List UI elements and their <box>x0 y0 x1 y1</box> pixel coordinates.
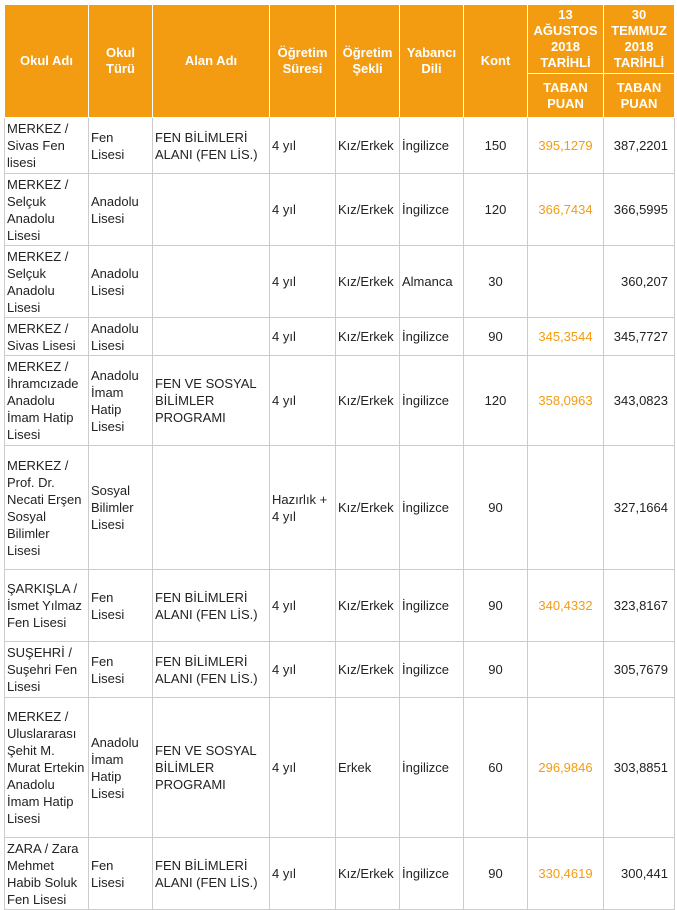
cell-kont: 120 <box>464 356 528 446</box>
cell-ogretim-suresi: 4 yıl <box>270 356 336 446</box>
header-aug-date: 13 AĞUSTOS 2018 TARİHLİ <box>528 5 604 74</box>
cell-yabanci-dili: İngilizce <box>400 838 464 910</box>
cell-alan-adi <box>153 174 270 246</box>
cell-jul-taban-puan: 303,8851 <box>604 698 675 838</box>
header-alan-adi: Alan Adı <box>153 5 270 118</box>
header-jul-taban: TABAN PUAN <box>604 74 675 118</box>
cell-aug-taban-puan <box>528 246 604 318</box>
cell-yabanci-dili: İngilizce <box>400 570 464 642</box>
table-row <box>5 174 675 246</box>
cell-ogretim-suresi: 4 yıl <box>270 838 336 910</box>
cell-kont: 90 <box>464 570 528 642</box>
cell-yabanci-dili: İngilizce <box>400 174 464 246</box>
cell-alan-adi <box>153 446 270 570</box>
cell-alan-adi: FEN BİLİMLERİ ALANI (FEN LİS.) <box>153 570 270 642</box>
cell-jul-taban-puan: 323,8167 <box>604 570 675 642</box>
cell-ogretim-sekli: Kız/Erkek <box>336 318 400 356</box>
cell-okul-adi: MERKEZ / Uluslararası Şehit M. Murat Ertekin Anadolu İmam Hatip Lisesi <box>5 698 89 838</box>
cell-kont: 120 <box>464 174 528 246</box>
cell-okul-turu: Sosyal Bilimler Lisesi <box>89 446 153 570</box>
cell-alan-adi <box>153 318 270 356</box>
table-row <box>5 246 675 318</box>
cell-kont: 90 <box>464 318 528 356</box>
school-scores-table <box>4 4 675 910</box>
cell-ogretim-suresi: 4 yıl <box>270 174 336 246</box>
header-aug-taban: TABAN PUAN <box>528 74 604 118</box>
header-yabanci-dili: Yabancı Dili <box>400 5 464 118</box>
cell-ogretim-sekli: Kız/Erkek <box>336 570 400 642</box>
cell-ogretim-suresi: 4 yıl <box>270 246 336 318</box>
cell-yabanci-dili: İngilizce <box>400 446 464 570</box>
cell-ogretim-sekli: Kız/Erkek <box>336 174 400 246</box>
cell-yabanci-dili: İngilizce <box>400 118 464 174</box>
table-row <box>5 446 675 570</box>
cell-kont: 30 <box>464 246 528 318</box>
cell-jul-taban-puan: 366,5995 <box>604 174 675 246</box>
cell-okul-turu: Anadolu Lisesi <box>89 318 153 356</box>
cell-ogretim-sekli: Kız/Erkek <box>336 246 400 318</box>
table-row <box>5 698 675 838</box>
cell-okul-turu: Fen Lisesi <box>89 570 153 642</box>
cell-okul-turu: Anadolu İmam Hatip Lisesi <box>89 698 153 838</box>
cell-jul-taban-puan: 345,7727 <box>604 318 675 356</box>
cell-okul-turu: Fen Lisesi <box>89 838 153 910</box>
cell-aug-taban-puan: 358,0963 <box>528 356 604 446</box>
cell-ogretim-sekli: Erkek <box>336 698 400 838</box>
cell-ogretim-suresi: 4 yıl <box>270 318 336 356</box>
cell-kont: 90 <box>464 446 528 570</box>
cell-ogretim-sekli: Kız/Erkek <box>336 642 400 698</box>
cell-yabanci-dili: İngilizce <box>400 356 464 446</box>
table-row <box>5 642 675 698</box>
cell-jul-taban-puan: 305,7679 <box>604 642 675 698</box>
cell-aug-taban-puan <box>528 642 604 698</box>
cell-yabanci-dili: Almanca <box>400 246 464 318</box>
cell-okul-adi: MERKEZ / Prof. Dr. Necati Erşen Sosyal Bilimler Lisesi <box>5 446 89 570</box>
cell-okul-turu: Fen Lisesi <box>89 642 153 698</box>
table-row <box>5 570 675 642</box>
header-okul-adi: Okul Adı <box>5 5 89 118</box>
cell-jul-taban-puan: 343,0823 <box>604 356 675 446</box>
cell-jul-taban-puan: 327,1664 <box>604 446 675 570</box>
header-ogretim-suresi: Öğretim Süresi <box>270 5 336 118</box>
cell-okul-turu: Fen Lisesi <box>89 118 153 174</box>
cell-aug-taban-puan <box>528 446 604 570</box>
cell-okul-adi: MERKEZ / Selçuk Anadolu Lisesi <box>5 246 89 318</box>
cell-alan-adi: FEN BİLİMLERİ ALANI (FEN LİS.) <box>153 838 270 910</box>
header-jul-date: 30 TEMMUZ 2018 TARİHLİ <box>604 5 675 74</box>
cell-okul-turu: Anadolu Lisesi <box>89 174 153 246</box>
cell-jul-taban-puan: 360,207 <box>604 246 675 318</box>
table-row <box>5 838 675 910</box>
cell-alan-adi: FEN VE SOSYAL BİLİMLER PROGRAMI <box>153 356 270 446</box>
table-row <box>5 118 675 174</box>
cell-alan-adi: FEN BİLİMLERİ ALANI (FEN LİS.) <box>153 118 270 174</box>
cell-aug-taban-puan: 330,4619 <box>528 838 604 910</box>
cell-okul-turu: Anadolu İmam Hatip Lisesi <box>89 356 153 446</box>
cell-ogretim-sekli: Kız/Erkek <box>336 356 400 446</box>
cell-jul-taban-puan: 300,441 <box>604 838 675 910</box>
cell-ogretim-suresi: 4 yıl <box>270 118 336 174</box>
cell-aug-taban-puan: 296,9846 <box>528 698 604 838</box>
cell-aug-taban-puan: 345,3544 <box>528 318 604 356</box>
cell-alan-adi: FEN VE SOSYAL BİLİMLER PROGRAMI <box>153 698 270 838</box>
cell-ogretim-suresi: 4 yıl <box>270 570 336 642</box>
cell-okul-adi: ZARA / Zara Mehmet Habib Soluk Fen Lisesi <box>5 838 89 910</box>
table-body <box>5 118 675 910</box>
table-row <box>5 318 675 356</box>
cell-yabanci-dili: İngilizce <box>400 318 464 356</box>
cell-okul-turu: Anadolu Lisesi <box>89 246 153 318</box>
cell-yabanci-dili: İngilizce <box>400 642 464 698</box>
cell-yabanci-dili: İngilizce <box>400 698 464 838</box>
cell-ogretim-sekli: Kız/Erkek <box>336 446 400 570</box>
header-okul-turu: Okul Türü <box>89 5 153 118</box>
cell-kont: 90 <box>464 642 528 698</box>
cell-aug-taban-puan: 340,4332 <box>528 570 604 642</box>
cell-jul-taban-puan: 387,2201 <box>604 118 675 174</box>
cell-okul-adi: MERKEZ / Sivas Fen lisesi <box>5 118 89 174</box>
cell-kont: 90 <box>464 838 528 910</box>
table-row <box>5 356 675 446</box>
table-header <box>5 5 675 118</box>
cell-ogretim-suresi: 4 yıl <box>270 698 336 838</box>
cell-okul-adi: MERKEZ / İhramcızade Anadolu İmam Hatip Lisesi <box>5 356 89 446</box>
cell-kont: 60 <box>464 698 528 838</box>
cell-kont: 150 <box>464 118 528 174</box>
header-kont: Kont <box>464 5 528 118</box>
cell-okul-adi: SUŞEHRİ / Suşehri Fen Lisesi <box>5 642 89 698</box>
cell-ogretim-sekli: Kız/Erkek <box>336 838 400 910</box>
header-ogretim-sekli: Öğretim Şekli <box>336 5 400 118</box>
cell-okul-adi: MERKEZ / Selçuk Anadolu Lisesi <box>5 174 89 246</box>
cell-ogretim-sekli: Kız/Erkek <box>336 118 400 174</box>
cell-ogretim-suresi: Hazırlık + 4 yıl <box>270 446 336 570</box>
cell-alan-adi <box>153 246 270 318</box>
cell-okul-adi: ŞARKIŞLA / İsmet Yılmaz Fen Lisesi <box>5 570 89 642</box>
cell-aug-taban-puan: 366,7434 <box>528 174 604 246</box>
cell-alan-adi: FEN BİLİMLERİ ALANI (FEN LİS.) <box>153 642 270 698</box>
cell-ogretim-suresi: 4 yıl <box>270 642 336 698</box>
cell-okul-adi: MERKEZ / Sivas Lisesi <box>5 318 89 356</box>
cell-aug-taban-puan: 395,1279 <box>528 118 604 174</box>
